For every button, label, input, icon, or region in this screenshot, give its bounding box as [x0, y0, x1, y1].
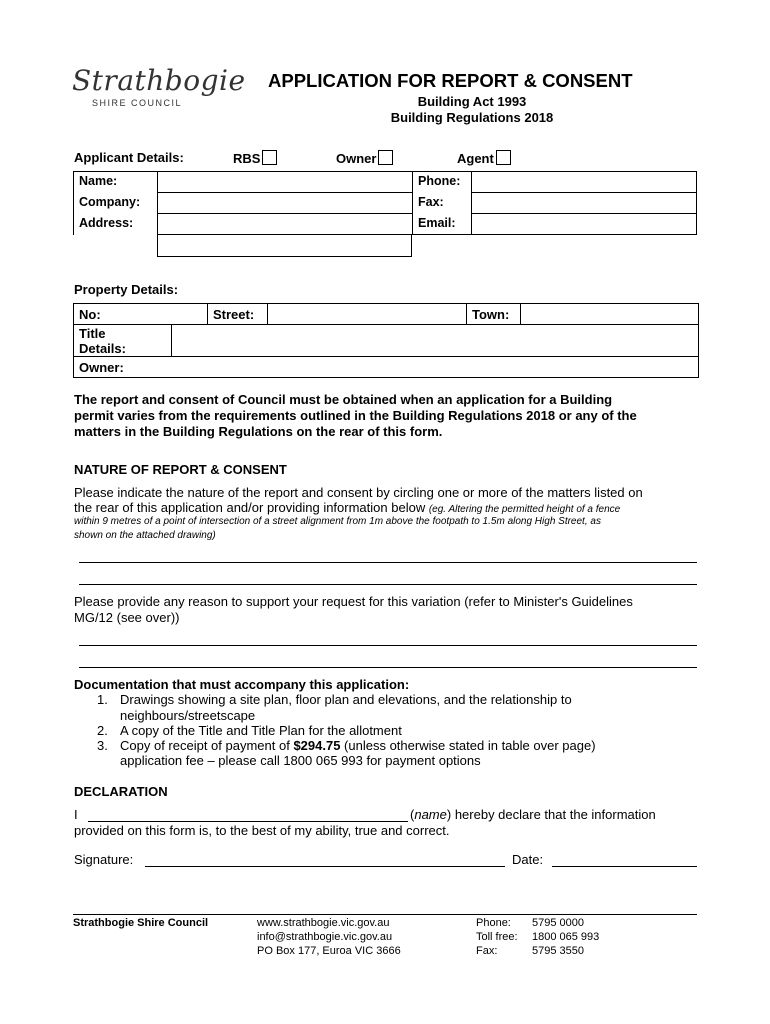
email-field[interactable]	[472, 214, 697, 235]
nature-text-2	[74, 500, 620, 515]
town-label: Town:	[472, 307, 510, 322]
owner-label: Owner:	[79, 360, 124, 375]
reason-line-2[interactable]	[79, 667, 697, 668]
owner-checkbox[interactable]	[378, 150, 393, 165]
agent-checkbox[interactable]	[496, 150, 511, 165]
nature-example-2: within 9 metres of a point of intersection of a street alignment from 1m above the footpath to 1.5m along High Street, as	[74, 516, 601, 527]
address-field-2[interactable]	[157, 235, 412, 257]
notice-line-2: permit varies from the requirements outlined in the Building Regulations 2018 or any of the	[74, 408, 637, 423]
applicant-table	[73, 171, 697, 235]
nature-example-1: (eg. Altering the permitted height of a fence	[428, 504, 621, 515]
declaration-name-line[interactable]	[88, 821, 408, 822]
council-logo-subtitle: SHIRE COUNCIL	[92, 98, 183, 108]
doc-item-3-post: (unless otherwise stated in table over page)	[340, 738, 596, 753]
footer-email[interactable]: info@strathbogie.vic.gov.au	[257, 931, 393, 943]
date-label: Date:	[512, 852, 544, 867]
rbs-checkbox[interactable]	[262, 150, 277, 165]
doc-item-1-number: 1.	[97, 692, 108, 707]
doc-item-3-number: 3.	[97, 738, 108, 753]
email-label: Email:	[413, 214, 472, 235]
fax-field[interactable]	[472, 193, 697, 214]
company-field[interactable]	[158, 193, 413, 214]
title-details-label-1: Title	[79, 326, 106, 341]
notice-line-3: matters in the Building Regulations on the rear of this form.	[74, 424, 443, 439]
form-subtitle-act: Building Act 1993	[417, 94, 527, 109]
option-agent-label: Agent	[457, 151, 494, 166]
title-details-field[interactable]	[174, 326, 694, 354]
town-field[interactable]	[523, 305, 695, 322]
phone-field[interactable]	[472, 172, 697, 193]
signature-label: Signature:	[74, 852, 134, 867]
footer-org: Strathbogie Shire Council	[73, 917, 209, 929]
footer-tollfree-label: Toll free:	[476, 931, 518, 943]
documentation-heading: Documentation that must accompany this application:	[74, 677, 410, 692]
no-field[interactable]	[110, 305, 205, 322]
address-field-1[interactable]	[158, 214, 413, 235]
nature-line-2[interactable]	[79, 584, 697, 585]
property-details-heading: Property Details:	[74, 282, 179, 297]
address-label: Address:	[74, 214, 158, 235]
doc-item-1-text-a: Drawings showing a site plan, floor plan and elevations, and the relationship to	[120, 692, 572, 707]
option-rbs	[233, 150, 277, 166]
footer-tollfree: 1800 065 993	[532, 931, 600, 943]
footer-phone-label: Phone:	[476, 917, 511, 929]
reason-text-1: Please provide any reason to support your request for this variation (refer to Minister's Guidelines	[74, 594, 633, 609]
company-label: Company:	[74, 193, 158, 214]
doc-item-3-text-b: application fee – please call 1800 065 993 for payment options	[120, 753, 481, 768]
footer-phone: 5795 0000	[532, 917, 584, 929]
council-logo-script: Strathbogie	[72, 64, 246, 97]
declaration-text-2: provided on this form is, to the best of my ability, true and correct.	[74, 823, 450, 838]
nature-line-1[interactable]	[79, 562, 697, 563]
doc-item-1-text-b: neighbours/streetscape	[120, 708, 256, 723]
option-owner-label: Owner	[336, 151, 377, 166]
title-details-label-2: Details:	[79, 341, 126, 356]
notice-line-1: The report and consent of Council must be obtained when an application for a Building	[74, 392, 613, 407]
nature-text-2-main: the rear of this application and/or providing information below	[74, 500, 426, 515]
declaration-text-1: (name) hereby declare that the information	[410, 807, 656, 822]
fax-label: Fax:	[413, 193, 472, 214]
declaration-i: I	[74, 807, 78, 822]
date-line[interactable]	[552, 866, 697, 867]
phone-label: Phone:	[413, 172, 472, 193]
footer-web[interactable]: www.strathbogie.vic.gov.au	[257, 917, 390, 929]
doc-item-3-pre: Copy of receipt of payment of	[120, 738, 294, 753]
reason-text-2: MG/12 (see over))	[74, 610, 180, 625]
name-label: Name:	[74, 172, 158, 193]
footer-po-box: PO Box 177, Euroa VIC 3666	[257, 945, 401, 957]
doc-item-3-text	[120, 738, 596, 753]
street-label: Street:	[213, 307, 255, 322]
nature-example-3: shown on the attached drawing)	[74, 530, 216, 541]
option-agent	[457, 150, 511, 166]
signature-line[interactable]	[145, 866, 505, 867]
form-title: APPLICATION FOR REPORT & CONSENT	[268, 70, 633, 91]
option-rbs-label: RBS	[233, 151, 261, 166]
declaration-name-word: name	[414, 807, 447, 822]
fee-amount: $294.75	[293, 738, 341, 753]
street-field[interactable]	[270, 305, 464, 322]
declaration-text-1-rest: ) hereby declare that the information	[446, 807, 656, 822]
nature-heading: NATURE OF REPORT & CONSENT	[74, 462, 287, 477]
no-label: No:	[79, 307, 101, 322]
doc-item-2-number: 2.	[97, 723, 108, 738]
owner-field[interactable]	[134, 358, 694, 374]
form-subtitle-regulations: Building Regulations 2018	[390, 110, 554, 125]
reason-line-1[interactable]	[79, 645, 697, 646]
declaration-heading: DECLARATION	[74, 784, 168, 799]
footer-fax-label: Fax:	[476, 945, 498, 957]
doc-item-2-text: A copy of the Title and Title Plan for the allotment	[120, 723, 402, 738]
nature-text-1: Please indicate the nature of the report and consent by circling one or more of the matters listed on	[74, 485, 643, 500]
name-field[interactable]	[158, 172, 413, 193]
footer-rule	[73, 914, 697, 915]
footer-fax: 5795 3550	[532, 945, 584, 957]
applicant-details-heading: Applicant Details:	[74, 150, 184, 165]
option-owner	[336, 150, 393, 166]
